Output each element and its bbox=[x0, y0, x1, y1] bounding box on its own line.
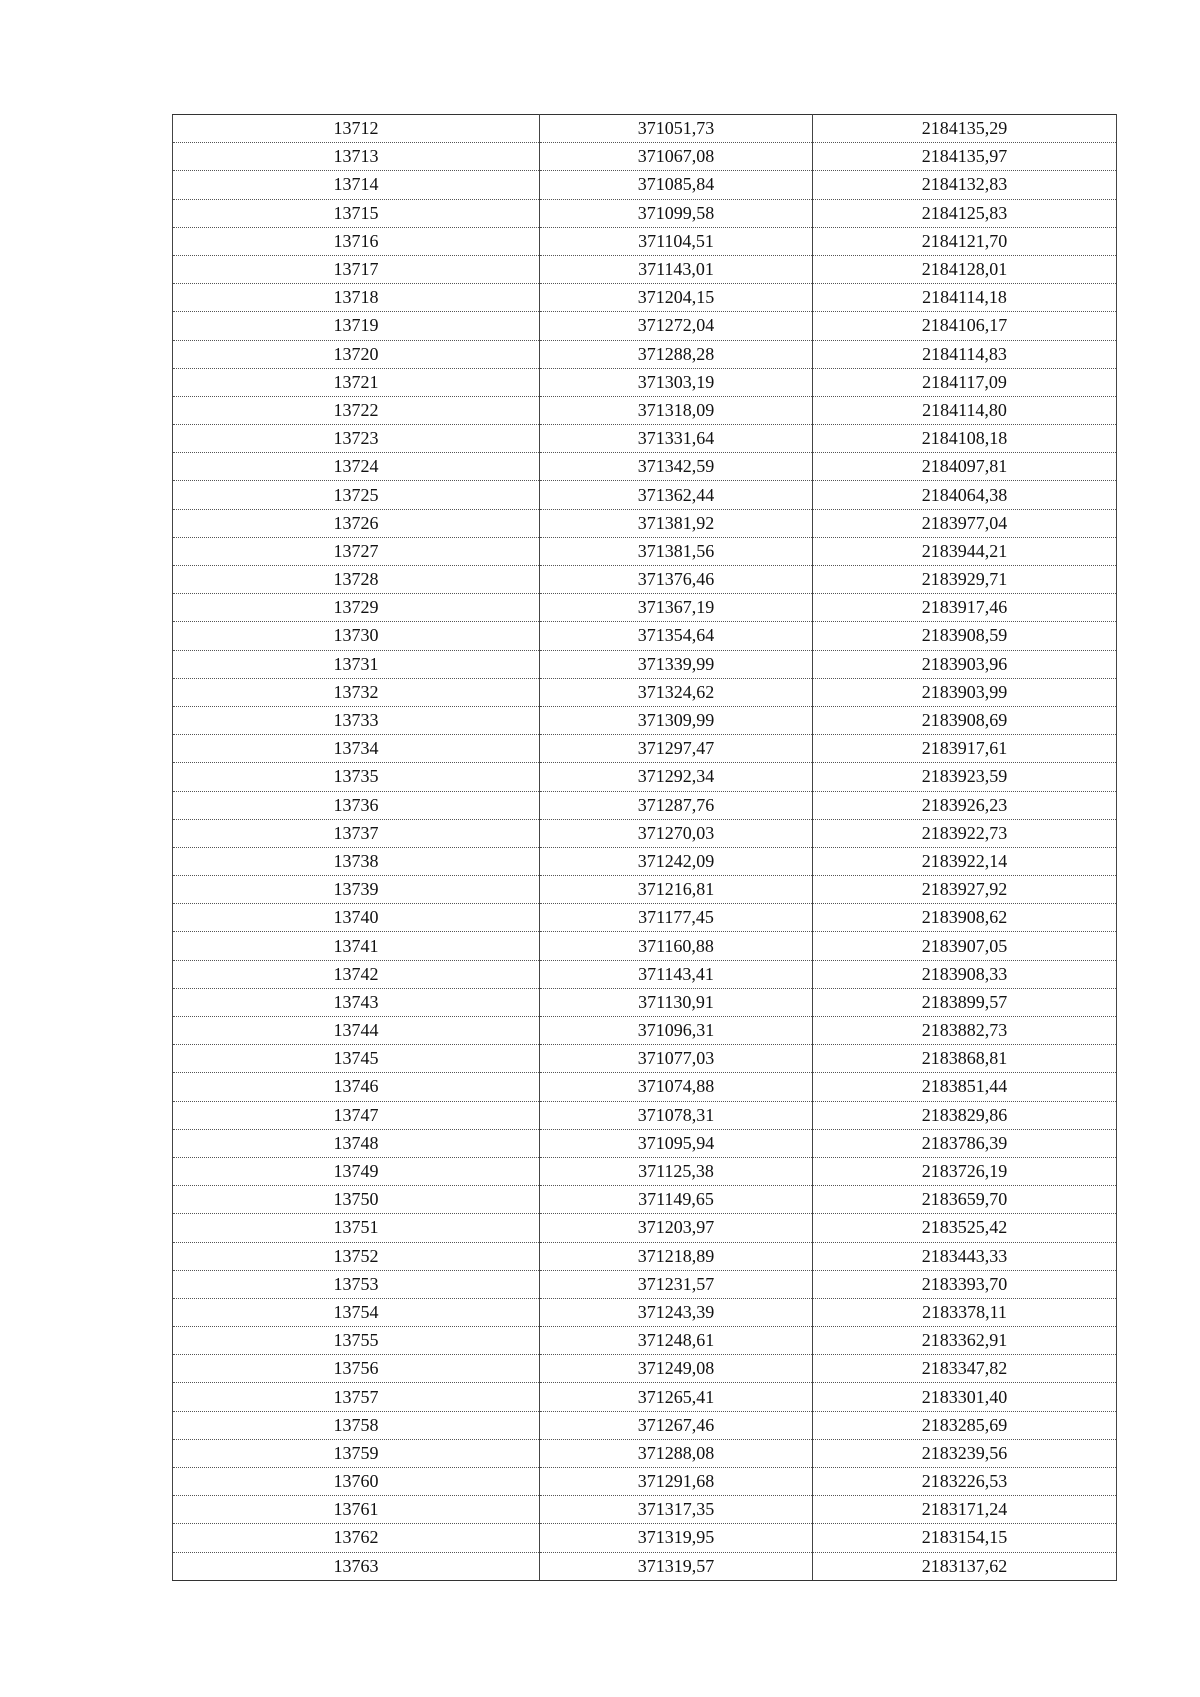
y-coordinate-cell: 2184132,83 bbox=[813, 171, 1117, 199]
y-coordinate-cell: 2183137,62 bbox=[813, 1552, 1117, 1580]
point-number-cell: 13726 bbox=[173, 509, 540, 537]
point-number-cell: 13721 bbox=[173, 368, 540, 396]
point-number-cell: 13727 bbox=[173, 537, 540, 565]
y-coordinate-cell: 2183927,92 bbox=[813, 876, 1117, 904]
x-coordinate-cell: 371242,09 bbox=[540, 847, 813, 875]
x-coordinate-cell: 371243,39 bbox=[540, 1298, 813, 1326]
y-coordinate-cell: 2183908,33 bbox=[813, 960, 1117, 988]
point-number-cell: 13748 bbox=[173, 1129, 540, 1157]
x-coordinate-cell: 371317,35 bbox=[540, 1496, 813, 1524]
table-row bbox=[173, 1129, 1117, 1157]
point-number-cell: 13724 bbox=[173, 453, 540, 481]
y-coordinate-cell: 2183926,23 bbox=[813, 791, 1117, 819]
y-coordinate-cell: 2183851,44 bbox=[813, 1073, 1117, 1101]
table-row bbox=[173, 876, 1117, 904]
point-number-cell: 13738 bbox=[173, 847, 540, 875]
table-row bbox=[173, 1355, 1117, 1383]
point-number-cell: 13745 bbox=[173, 1045, 540, 1073]
table-row bbox=[173, 1073, 1117, 1101]
table-row bbox=[173, 227, 1117, 255]
point-number-cell: 13754 bbox=[173, 1298, 540, 1326]
point-number-cell: 13759 bbox=[173, 1439, 540, 1467]
x-coordinate-cell: 371104,51 bbox=[540, 227, 813, 255]
point-number-cell: 13718 bbox=[173, 284, 540, 312]
table-row bbox=[173, 1186, 1117, 1214]
x-coordinate-cell: 371272,04 bbox=[540, 312, 813, 340]
table-row bbox=[173, 819, 1117, 847]
y-coordinate-cell: 2184135,29 bbox=[813, 115, 1117, 143]
table-row bbox=[173, 1101, 1117, 1129]
y-coordinate-cell: 2184128,01 bbox=[813, 255, 1117, 283]
y-coordinate-cell: 2184097,81 bbox=[813, 453, 1117, 481]
y-coordinate-cell: 2183922,73 bbox=[813, 819, 1117, 847]
point-number-cell: 13742 bbox=[173, 960, 540, 988]
x-coordinate-cell: 371203,97 bbox=[540, 1214, 813, 1242]
point-number-cell: 13734 bbox=[173, 735, 540, 763]
point-number-cell: 13722 bbox=[173, 396, 540, 424]
table-row bbox=[173, 255, 1117, 283]
x-coordinate-cell: 371292,34 bbox=[540, 763, 813, 791]
y-coordinate-cell: 2183917,61 bbox=[813, 735, 1117, 763]
point-number-cell: 13731 bbox=[173, 650, 540, 678]
table-row bbox=[173, 904, 1117, 932]
y-coordinate-cell: 2183171,24 bbox=[813, 1496, 1117, 1524]
point-number-cell: 13739 bbox=[173, 876, 540, 904]
table-row bbox=[173, 622, 1117, 650]
point-number-cell: 13719 bbox=[173, 312, 540, 340]
table-row bbox=[173, 537, 1117, 565]
point-number-cell: 13712 bbox=[173, 115, 540, 143]
point-number-cell: 13752 bbox=[173, 1242, 540, 1270]
x-coordinate-cell: 371125,38 bbox=[540, 1157, 813, 1185]
y-coordinate-cell: 2183726,19 bbox=[813, 1157, 1117, 1185]
point-number-cell: 13737 bbox=[173, 819, 540, 847]
point-number-cell: 13714 bbox=[173, 171, 540, 199]
x-coordinate-cell: 371354,64 bbox=[540, 622, 813, 650]
x-coordinate-cell: 371177,45 bbox=[540, 904, 813, 932]
x-coordinate-cell: 371160,88 bbox=[540, 932, 813, 960]
y-coordinate-cell: 2183829,86 bbox=[813, 1101, 1117, 1129]
point-number-cell: 13715 bbox=[173, 199, 540, 227]
table-row bbox=[173, 678, 1117, 706]
coordinates-table-body bbox=[173, 115, 1117, 1581]
x-coordinate-cell: 371130,91 bbox=[540, 988, 813, 1016]
table-row bbox=[173, 284, 1117, 312]
x-coordinate-cell: 371143,01 bbox=[540, 255, 813, 283]
x-coordinate-cell: 371381,92 bbox=[540, 509, 813, 537]
table-row bbox=[173, 1017, 1117, 1045]
x-coordinate-cell: 371077,03 bbox=[540, 1045, 813, 1073]
x-coordinate-cell: 371074,88 bbox=[540, 1073, 813, 1101]
point-number-cell: 13753 bbox=[173, 1270, 540, 1298]
x-coordinate-cell: 371096,31 bbox=[540, 1017, 813, 1045]
x-coordinate-cell: 371291,68 bbox=[540, 1468, 813, 1496]
table-row bbox=[173, 143, 1117, 171]
point-number-cell: 13728 bbox=[173, 566, 540, 594]
point-number-cell: 13723 bbox=[173, 425, 540, 453]
point-number-cell: 13740 bbox=[173, 904, 540, 932]
point-number-cell: 13729 bbox=[173, 594, 540, 622]
table-row bbox=[173, 368, 1117, 396]
x-coordinate-cell: 371265,41 bbox=[540, 1383, 813, 1411]
y-coordinate-cell: 2183929,71 bbox=[813, 566, 1117, 594]
x-coordinate-cell: 371204,15 bbox=[540, 284, 813, 312]
x-coordinate-cell: 371267,46 bbox=[540, 1411, 813, 1439]
point-number-cell: 13741 bbox=[173, 932, 540, 960]
x-coordinate-cell: 371149,65 bbox=[540, 1186, 813, 1214]
y-coordinate-cell: 2183908,62 bbox=[813, 904, 1117, 932]
table-row bbox=[173, 791, 1117, 819]
x-coordinate-cell: 371078,31 bbox=[540, 1101, 813, 1129]
x-coordinate-cell: 371218,89 bbox=[540, 1242, 813, 1270]
y-coordinate-cell: 2184106,17 bbox=[813, 312, 1117, 340]
y-coordinate-cell: 2183285,69 bbox=[813, 1411, 1117, 1439]
y-coordinate-cell: 2183378,11 bbox=[813, 1298, 1117, 1326]
table-row bbox=[173, 1270, 1117, 1298]
y-coordinate-cell: 2184117,09 bbox=[813, 368, 1117, 396]
y-coordinate-cell: 2183525,42 bbox=[813, 1214, 1117, 1242]
y-coordinate-cell: 2183944,21 bbox=[813, 537, 1117, 565]
point-number-cell: 13735 bbox=[173, 763, 540, 791]
y-coordinate-cell: 2183922,14 bbox=[813, 847, 1117, 875]
point-number-cell: 13717 bbox=[173, 255, 540, 283]
point-number-cell: 13750 bbox=[173, 1186, 540, 1214]
y-coordinate-cell: 2183908,69 bbox=[813, 706, 1117, 734]
coordinates-table bbox=[172, 114, 1117, 1581]
y-coordinate-cell: 2183903,99 bbox=[813, 678, 1117, 706]
table-row bbox=[173, 396, 1117, 424]
table-row bbox=[173, 1411, 1117, 1439]
point-number-cell: 13730 bbox=[173, 622, 540, 650]
y-coordinate-cell: 2184121,70 bbox=[813, 227, 1117, 255]
y-coordinate-cell: 2183659,70 bbox=[813, 1186, 1117, 1214]
table-row bbox=[173, 1157, 1117, 1185]
table-row bbox=[173, 1468, 1117, 1496]
table-row bbox=[173, 1439, 1117, 1467]
table-row bbox=[173, 594, 1117, 622]
y-coordinate-cell: 2183154,15 bbox=[813, 1524, 1117, 1552]
point-number-cell: 13747 bbox=[173, 1101, 540, 1129]
x-coordinate-cell: 371288,28 bbox=[540, 340, 813, 368]
point-number-cell: 13760 bbox=[173, 1468, 540, 1496]
x-coordinate-cell: 371067,08 bbox=[540, 143, 813, 171]
point-number-cell: 13725 bbox=[173, 481, 540, 509]
x-coordinate-cell: 371288,08 bbox=[540, 1439, 813, 1467]
x-coordinate-cell: 371331,64 bbox=[540, 425, 813, 453]
x-coordinate-cell: 371248,61 bbox=[540, 1327, 813, 1355]
point-number-cell: 13743 bbox=[173, 988, 540, 1016]
x-coordinate-cell: 371339,99 bbox=[540, 650, 813, 678]
table-row bbox=[173, 1214, 1117, 1242]
x-coordinate-cell: 371231,57 bbox=[540, 1270, 813, 1298]
x-coordinate-cell: 371342,59 bbox=[540, 453, 813, 481]
x-coordinate-cell: 371051,73 bbox=[540, 115, 813, 143]
point-number-cell: 13744 bbox=[173, 1017, 540, 1045]
point-number-cell: 13761 bbox=[173, 1496, 540, 1524]
table-row bbox=[173, 425, 1117, 453]
point-number-cell: 13749 bbox=[173, 1157, 540, 1185]
table-row bbox=[173, 1242, 1117, 1270]
y-coordinate-cell: 2183923,59 bbox=[813, 763, 1117, 791]
point-number-cell: 13757 bbox=[173, 1383, 540, 1411]
point-number-cell: 13763 bbox=[173, 1552, 540, 1580]
table-row bbox=[173, 566, 1117, 594]
point-number-cell: 13762 bbox=[173, 1524, 540, 1552]
x-coordinate-cell: 371376,46 bbox=[540, 566, 813, 594]
x-coordinate-cell: 371367,19 bbox=[540, 594, 813, 622]
table-row bbox=[173, 1383, 1117, 1411]
y-coordinate-cell: 2183393,70 bbox=[813, 1270, 1117, 1298]
point-number-cell: 13716 bbox=[173, 227, 540, 255]
y-coordinate-cell: 2183786,39 bbox=[813, 1129, 1117, 1157]
point-number-cell: 13736 bbox=[173, 791, 540, 819]
table-row bbox=[173, 706, 1117, 734]
table-row bbox=[173, 763, 1117, 791]
point-number-cell: 13755 bbox=[173, 1327, 540, 1355]
y-coordinate-cell: 2183899,57 bbox=[813, 988, 1117, 1016]
x-coordinate-cell: 371216,81 bbox=[540, 876, 813, 904]
y-coordinate-cell: 2184114,80 bbox=[813, 396, 1117, 424]
y-coordinate-cell: 2183239,56 bbox=[813, 1439, 1117, 1467]
table-row bbox=[173, 481, 1117, 509]
x-coordinate-cell: 371099,58 bbox=[540, 199, 813, 227]
y-coordinate-cell: 2183917,46 bbox=[813, 594, 1117, 622]
table-row bbox=[173, 115, 1117, 143]
x-coordinate-cell: 371270,03 bbox=[540, 819, 813, 847]
point-number-cell: 13732 bbox=[173, 678, 540, 706]
x-coordinate-cell: 371085,84 bbox=[540, 171, 813, 199]
y-coordinate-cell: 2183903,96 bbox=[813, 650, 1117, 678]
table-row bbox=[173, 1327, 1117, 1355]
x-coordinate-cell: 371324,62 bbox=[540, 678, 813, 706]
y-coordinate-cell: 2183347,82 bbox=[813, 1355, 1117, 1383]
point-number-cell: 13733 bbox=[173, 706, 540, 734]
point-number-cell: 13751 bbox=[173, 1214, 540, 1242]
y-coordinate-cell: 2183301,40 bbox=[813, 1383, 1117, 1411]
table-row bbox=[173, 1045, 1117, 1073]
table-row bbox=[173, 509, 1117, 537]
x-coordinate-cell: 371319,95 bbox=[540, 1524, 813, 1552]
x-coordinate-cell: 371318,09 bbox=[540, 396, 813, 424]
y-coordinate-cell: 2183443,33 bbox=[813, 1242, 1117, 1270]
y-coordinate-cell: 2183226,53 bbox=[813, 1468, 1117, 1496]
x-coordinate-cell: 371095,94 bbox=[540, 1129, 813, 1157]
y-coordinate-cell: 2184064,38 bbox=[813, 481, 1117, 509]
table-row bbox=[173, 735, 1117, 763]
y-coordinate-cell: 2183977,04 bbox=[813, 509, 1117, 537]
table-row bbox=[173, 932, 1117, 960]
table-row bbox=[173, 847, 1117, 875]
table-row bbox=[173, 1496, 1117, 1524]
y-coordinate-cell: 2184114,18 bbox=[813, 284, 1117, 312]
x-coordinate-cell: 371309,99 bbox=[540, 706, 813, 734]
y-coordinate-cell: 2184108,18 bbox=[813, 425, 1117, 453]
x-coordinate-cell: 371249,08 bbox=[540, 1355, 813, 1383]
table-row bbox=[173, 340, 1117, 368]
y-coordinate-cell: 2184125,83 bbox=[813, 199, 1117, 227]
y-coordinate-cell: 2183882,73 bbox=[813, 1017, 1117, 1045]
point-number-cell: 13713 bbox=[173, 143, 540, 171]
table-row bbox=[173, 453, 1117, 481]
table-row bbox=[173, 650, 1117, 678]
table-row bbox=[173, 1552, 1117, 1580]
table-row bbox=[173, 199, 1117, 227]
x-coordinate-cell: 371362,44 bbox=[540, 481, 813, 509]
point-number-cell: 13720 bbox=[173, 340, 540, 368]
point-number-cell: 13758 bbox=[173, 1411, 540, 1439]
y-coordinate-cell: 2184135,97 bbox=[813, 143, 1117, 171]
point-number-cell: 13746 bbox=[173, 1073, 540, 1101]
table-row bbox=[173, 960, 1117, 988]
y-coordinate-cell: 2183362,91 bbox=[813, 1327, 1117, 1355]
y-coordinate-cell: 2184114,83 bbox=[813, 340, 1117, 368]
x-coordinate-cell: 371287,76 bbox=[540, 791, 813, 819]
y-coordinate-cell: 2183868,81 bbox=[813, 1045, 1117, 1073]
table-row bbox=[173, 1298, 1117, 1326]
point-number-cell: 13756 bbox=[173, 1355, 540, 1383]
x-coordinate-cell: 371381,56 bbox=[540, 537, 813, 565]
x-coordinate-cell: 371303,19 bbox=[540, 368, 813, 396]
x-coordinate-cell: 371319,57 bbox=[540, 1552, 813, 1580]
table-row bbox=[173, 171, 1117, 199]
x-coordinate-cell: 371143,41 bbox=[540, 960, 813, 988]
table-row bbox=[173, 312, 1117, 340]
y-coordinate-cell: 2183908,59 bbox=[813, 622, 1117, 650]
y-coordinate-cell: 2183907,05 bbox=[813, 932, 1117, 960]
x-coordinate-cell: 371297,47 bbox=[540, 735, 813, 763]
table-row bbox=[173, 988, 1117, 1016]
table-row bbox=[173, 1524, 1117, 1552]
